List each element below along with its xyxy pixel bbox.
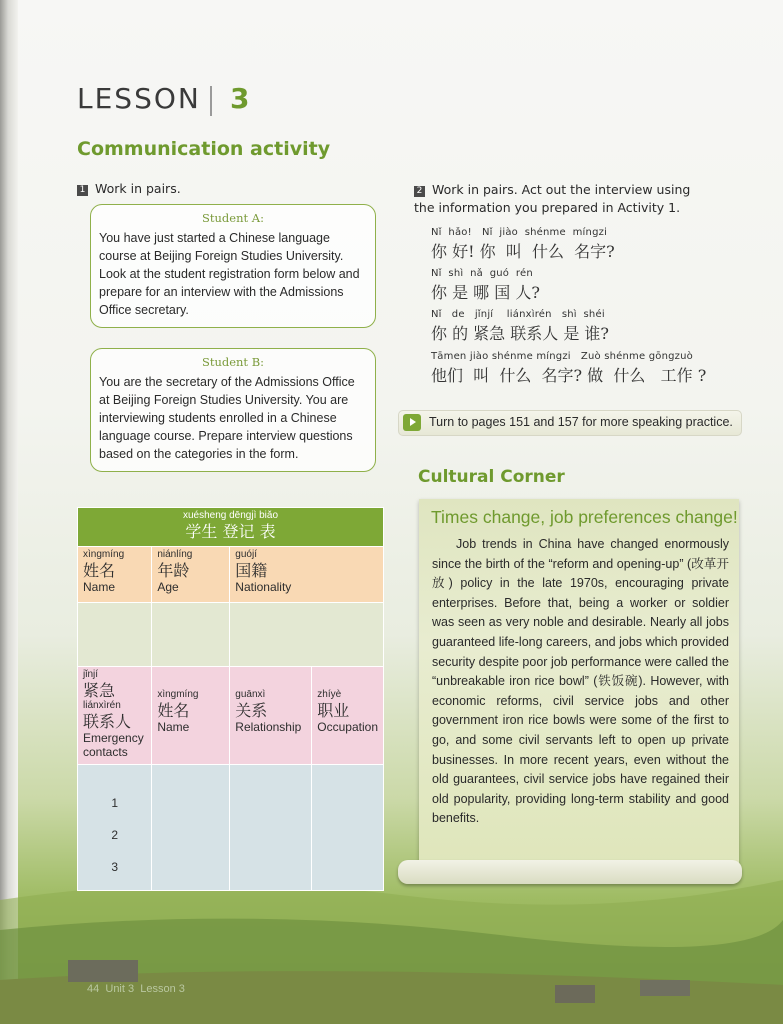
activity2-text: Work in pairs. Act out the interview using the information you prepared in Activity 1.	[414, 182, 691, 215]
speaking-practice-banner	[398, 410, 742, 436]
contact-occupation-pinyin: zhíyè	[317, 689, 342, 700]
emergency-chinese-1: 紧急	[83, 681, 116, 700]
contact-relationship-english: Relationship	[235, 720, 302, 734]
dialogue-2-chinese: 你 是 哪 国 人?	[431, 283, 540, 302]
footer-lesson: Lesson 3	[140, 983, 185, 995]
page-number: 44	[87, 983, 100, 995]
form-cell-nationality[interactable]	[230, 603, 384, 667]
form-col-name-pinyin: xìngmíng	[83, 549, 125, 560]
student-b-text: You are the secretary of the Admissions Office at Beijing Foreign Studies University. You are interviewing students enrolled in a Chinese language course. Prepare interview questions based on the categories in the form.	[99, 375, 355, 461]
cultural-corner-title: Times change, job preferences change!	[431, 507, 738, 527]
emergency-pinyin-2: liánxìrén	[83, 700, 121, 711]
activity2-instruction	[414, 181, 714, 217]
form-col-nationality	[230, 547, 384, 603]
dialogue-line-1	[431, 227, 615, 262]
student-registration-form	[77, 507, 384, 891]
form-col-nationality-chinese: 国籍	[235, 561, 268, 580]
contact-relationship-pinyin: guānxì	[235, 689, 266, 700]
lesson-number: 3	[230, 82, 250, 115]
dialogue-4-chinese: 他们 叫 什么 名字? 做 什么 工作 ?	[431, 366, 707, 385]
contact-occupation-english: Occupation	[317, 720, 378, 734]
form-row-numbers	[78, 765, 152, 891]
form-col-name-english: Name	[83, 580, 116, 594]
dialogue-2-pinyin: Nǐ shì nǎ guó rén	[431, 268, 533, 279]
contact-relationship-chinese: 关系	[235, 701, 268, 720]
row-number-2: 2	[111, 828, 118, 842]
form-title-pinyin: xuésheng dēngjì biǎo	[182, 510, 279, 521]
activity1-text: Work in pairs.	[95, 181, 181, 196]
contact-name-english: Name	[157, 720, 190, 734]
form-header	[78, 508, 384, 547]
cultural-corner-heading: Cultural Corner	[418, 467, 565, 487]
contact-name-chinese: 姓名	[157, 701, 190, 720]
emergency-chinese-2: 联系人	[83, 712, 132, 731]
cultural-corner-scroll	[419, 499, 739, 864]
page-footer	[87, 983, 185, 995]
form-col-age	[152, 547, 230, 603]
row-number-1: 1	[111, 796, 118, 810]
dialogue-line-4	[431, 351, 706, 386]
form-col-name-chinese: 姓名	[83, 561, 116, 580]
dialogue-4-pinyin: Tāmen jiào shénme míngzi Zuò shénme gōngzuò	[431, 351, 693, 362]
form-contact-occupation	[312, 667, 384, 765]
activity1-number: 1	[77, 185, 88, 196]
contact-occupation-chinese: 职业	[317, 701, 350, 720]
form-col-name	[78, 547, 152, 603]
emergency-english: Emergency contacts	[83, 731, 144, 759]
dialogue-3-chinese: 你 的 紧急 联系人 是 谁?	[431, 324, 610, 343]
form-cell-age[interactable]	[152, 603, 230, 667]
form-contact-name	[152, 667, 230, 765]
scroll-roll-decoration	[398, 860, 742, 884]
play-arrow-icon	[403, 414, 421, 431]
student-a-text: You have just started a Chinese language course at Beijing Foreign Studies University. Look at the student registration form below and prepare for an interview with the Admissions Office secretary.	[99, 231, 360, 317]
form-cell-contact-name[interactable]	[152, 765, 230, 891]
footer-unit: Unit 3	[105, 983, 135, 995]
contact-name-pinyin: xìngmíng	[157, 689, 199, 700]
form-col-nationality-pinyin: guójí	[235, 549, 257, 560]
dialogue-3-pinyin: Nǐ de jǐnjí liánxìrén shì shéi	[431, 309, 605, 320]
form-cell-name[interactable]	[78, 603, 152, 667]
student-a-card	[90, 204, 376, 328]
dialogue-line-3	[431, 309, 609, 344]
form-col-age-pinyin: niánlíng	[157, 549, 193, 560]
speaking-practice-text: Turn to pages 151 and 157 for more speaking practice.	[429, 415, 733, 429]
form-emergency-contacts	[78, 667, 152, 765]
lesson-divider	[210, 86, 212, 116]
form-col-age-english: Age	[157, 580, 179, 594]
lesson-label: LESSON	[77, 82, 201, 115]
form-title-chinese: 学生 登记 表	[185, 522, 276, 541]
emergency-pinyin-1: jǐnjí	[83, 669, 99, 680]
form-col-age-chinese: 年龄	[157, 561, 190, 580]
form-col-nationality-english: Nationality	[235, 580, 292, 594]
row-number-3: 3	[111, 860, 118, 874]
form-cell-contact-occupation[interactable]	[312, 765, 384, 891]
cultural-corner-text: Job trends in China have changed enormously since the birth of the “reform and opening-up” (改革开放) policy in the late 1970s, encouraging private enterprises. Before that, being a worker or soldier was seen as very noble and desirable. Nearly all jobs guaranteed life-long careers, and jobs which provided security despite poor job performance were called the “unbreakable iron rice bowl” (铁饭碗). However, with economic reforms, civil service jobs and other government iron rice bowls were some of the first to go, and some civil servants left to open up private businesses. In more recent years, even without the old guarantees, civil service jobs have regained their old popularity, providing long-term stability and good benefits.	[432, 537, 729, 826]
dialogue-1-chinese: 你 好! 你 叫 什么 名字?	[431, 242, 615, 261]
form-contact-relationship	[230, 667, 312, 765]
student-a-title: Student A:	[202, 211, 264, 225]
activity2-number: 2	[414, 186, 425, 197]
section-title: Communication activity	[77, 138, 331, 160]
student-b-title: Student B:	[201, 355, 265, 369]
activity1-instruction	[77, 180, 181, 198]
student-b-card	[90, 348, 376, 472]
dialogue-line-2	[431, 268, 540, 303]
dialogue-1-pinyin: Nǐ hǎo! Nǐ jiào shénme míngzi	[431, 227, 608, 238]
form-cell-contact-relationship[interactable]	[230, 765, 312, 891]
